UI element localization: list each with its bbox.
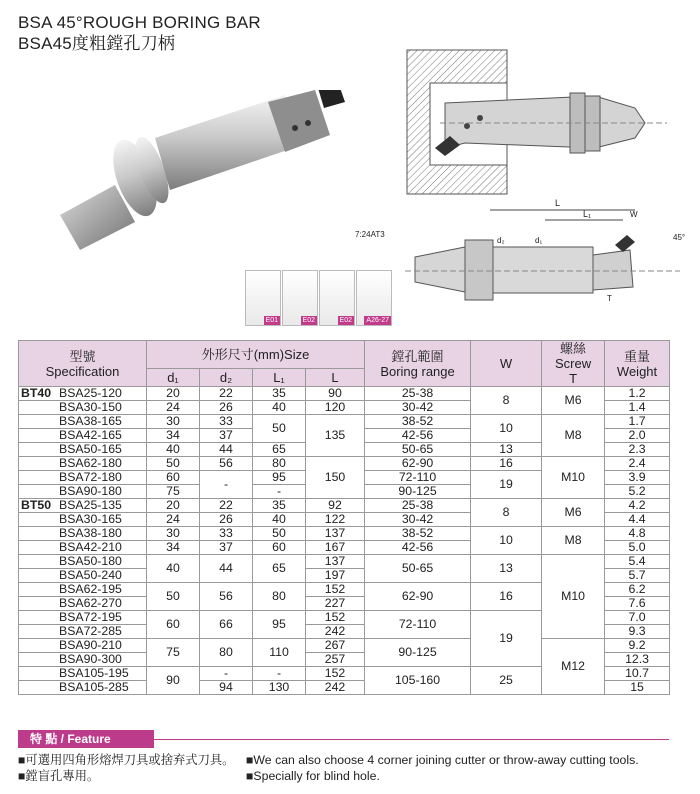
l-header: L — [306, 368, 365, 386]
insert-thumb: E02 — [319, 270, 355, 326]
table-row: BSA30-165 24 26 40 122 30-42 4.4 — [19, 513, 670, 527]
t-label: T — [607, 294, 612, 303]
insert-thumb: A26-27 — [356, 270, 392, 326]
d2-label: d₂ — [497, 236, 505, 245]
angle-label: 45° — [673, 233, 686, 242]
feature-en-1: ■We can also choose 4 corner joining cutter or throw-away cutting tools. — [246, 753, 639, 767]
size-header: 外形尺寸(mm)Size — [147, 341, 365, 369]
table-row: BSA72-195 60 66 95 152 72-110 19 7.0 — [19, 611, 670, 625]
table-row: BSA50-240 197 5.7 — [19, 569, 670, 583]
table-row: BSA38-180 30 33 50 137 38-52 10 M8 4.8 — [19, 527, 670, 541]
table-row: BSA72-180 60 - 95 72-110 19 3.9 — [19, 471, 670, 485]
table-row: BSA105-195 90 - - 152 105-160 25 10.7 — [19, 667, 670, 681]
range-header: 鏜孔範圍 Boring range — [365, 341, 471, 387]
table-row: BT40 BSA25-120 20 22 35 90 25-38 8 M6 1.2 — [19, 387, 670, 401]
title-english: BSA 45°ROUGH BORING BAR — [18, 13, 261, 32]
d1-label: d₁ — [535, 236, 543, 245]
table-row: BSA62-180 50 56 80 150 62-90 16 M10 2.4 — [19, 457, 670, 471]
section-drawing — [405, 48, 670, 198]
dimension-drawing — [345, 195, 695, 305]
table-row: BSA62-195 50 56 80 152 62-90 16 6.2 — [19, 583, 670, 597]
table-row: BT50 BSA25-135 20 22 35 92 25-38 8 M6 4.2 — [19, 499, 670, 513]
table-row: BSA38-165 30 33 50 135 38-52 10 M8 1.7 — [19, 415, 670, 429]
screw-header: 螺絲 Screw T — [542, 341, 605, 387]
w-header: W — [471, 341, 542, 387]
table-row: BSA30-150 24 26 40 120 30-42 1.4 — [19, 401, 670, 415]
page-title — [18, 12, 261, 54]
specification-table — [18, 340, 670, 695]
insert-thumb: E02 — [282, 270, 318, 326]
d2-header: d₂ — [200, 368, 253, 386]
table-row: BSA62-270 227 7.6 — [19, 597, 670, 611]
table-row: BSA72-285 242 9.3 — [19, 625, 670, 639]
table-row: BSA105-285 94 130 242 15 — [19, 681, 670, 695]
table-row: BSA42-210 34 37 60 167 42-56 5.0 — [19, 541, 670, 555]
table-row: BSA90-180 75 - 90-125 5.2 — [19, 485, 670, 499]
d1-header: d₁ — [147, 368, 200, 386]
boring-bar-photo — [40, 90, 370, 260]
feature-zh-2: ■鏜盲孔專用。 — [18, 769, 100, 783]
insert-thumb: E01 — [245, 270, 281, 326]
width-w-label: W — [630, 210, 638, 219]
length-l-label: L — [555, 198, 561, 208]
title-chinese: BSA45度粗鏜孔刀柄 — [18, 34, 176, 53]
l1-header: L₁ — [253, 368, 306, 386]
feature-header: 特 點 / Feature — [18, 730, 154, 748]
feature-zh-1: ■可選用四角形熔焊刀具或捨弃式刀具。 — [18, 753, 235, 767]
table-row: BSA42-165 34 37 42-56 2.0 — [19, 429, 670, 443]
taper-label: 7:24AT3 — [355, 230, 385, 239]
table-row: BSA50-165 40 44 65 50-65 13 2.3 — [19, 443, 670, 457]
feature-en-2: ■Specially for blind hole. — [246, 769, 380, 783]
insert-thumbnails — [245, 270, 390, 326]
length-l1-label: L₁ — [583, 209, 592, 219]
table-row: BSA50-180 40 44 65 137 50-65 13 M10 5.4 — [19, 555, 670, 569]
weight-header: 重量 Weight — [605, 341, 670, 387]
feature-divider — [142, 739, 669, 740]
spec-header: 型號 Specification — [19, 341, 147, 387]
table-row: BSA90-300 257 12.3 — [19, 653, 670, 667]
table-row: BSA90-210 75 80 110 267 90-125 M12 9.2 — [19, 639, 670, 653]
